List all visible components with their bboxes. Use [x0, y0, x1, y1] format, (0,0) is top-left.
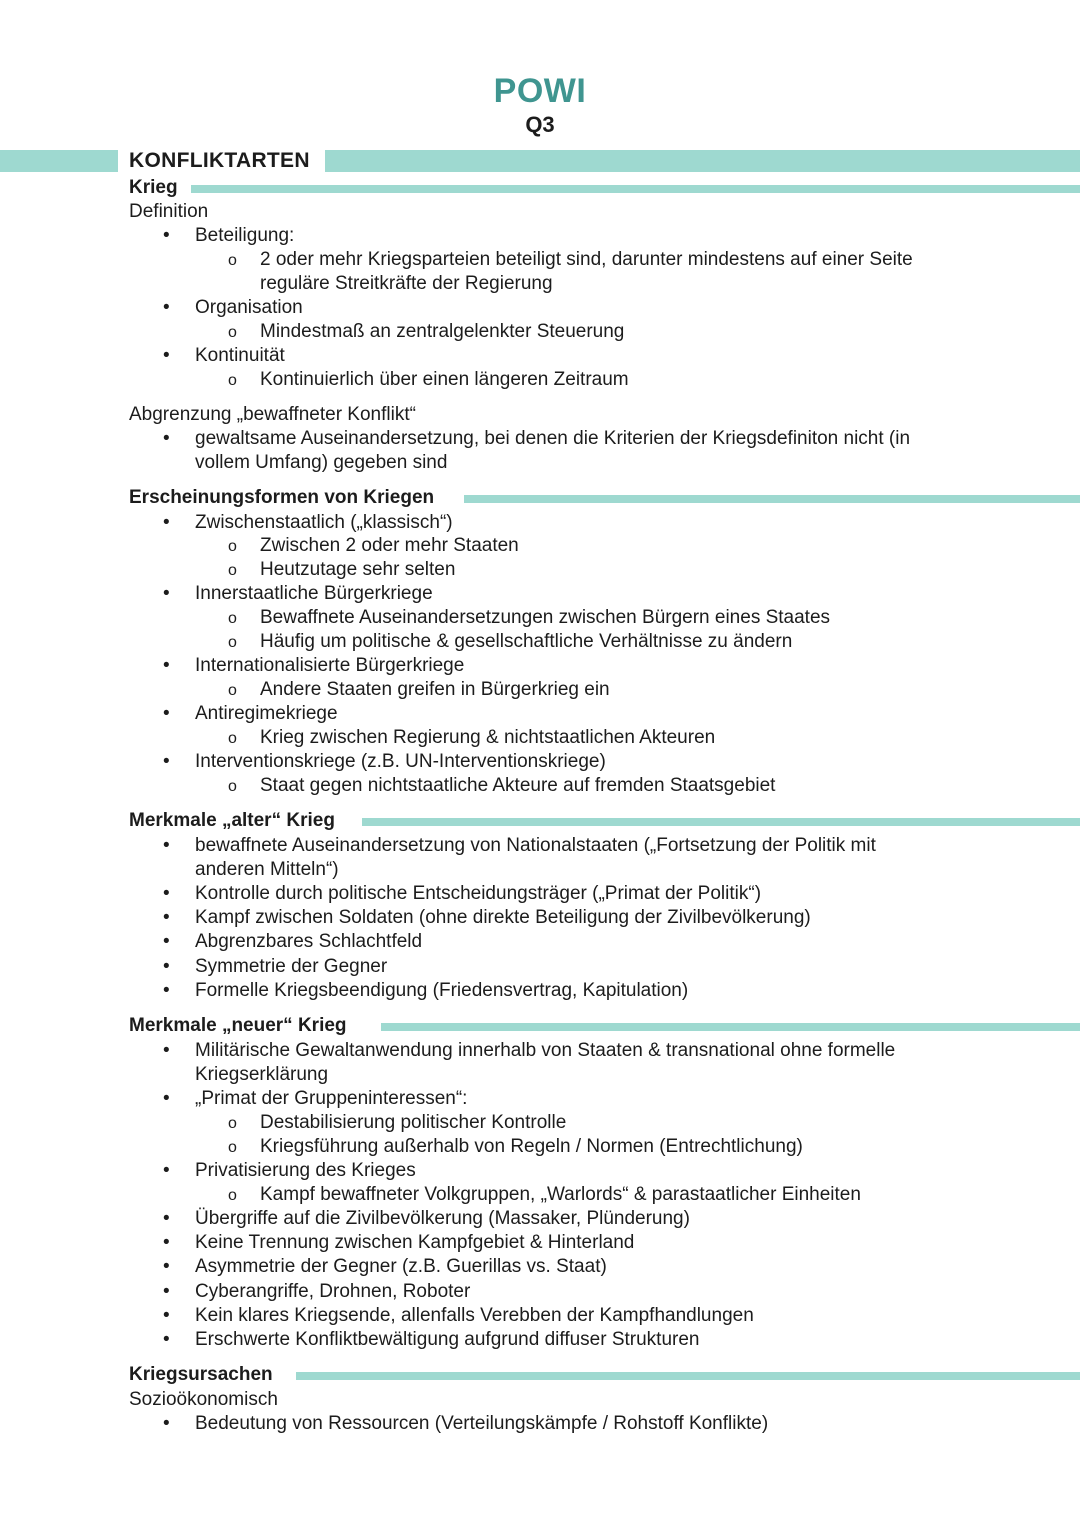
section-heading: Merkmale „neuer“ Krieg — [129, 1015, 347, 1036]
sub-list-item: o Zwischen 2 oder mehr Staaten — [260, 534, 519, 558]
definition-label: Definition — [129, 201, 209, 222]
section-alter-krieg — [0, 810, 1080, 834]
list-item: • bewaffnete Auseinandersetzung von Nationalstaaten („Fortsetzung der Politik mit — [195, 834, 876, 858]
section-krieg — [0, 177, 1080, 201]
list-item: • Kontinuität — [195, 344, 285, 368]
list-item: • Antiregimekriege — [195, 702, 338, 726]
list-item: • Abgrenzbares Schlachtfeld — [195, 930, 422, 954]
section-neuer-krieg — [0, 1015, 1080, 1039]
list-item: • Interventionskriege (z.B. UN-Interventionskriege) — [195, 750, 606, 774]
sub-list-item: o Krieg zwischen Regierung & nichtstaatlichen Akteuren — [260, 726, 715, 750]
list-item: • Symmetrie der Gegner — [195, 955, 387, 979]
list-item: • Übergriffe auf die Zivilbevölkerung (Massaker, Plünderung) — [195, 1207, 690, 1231]
list-item: • Militärische Gewaltanwendung innerhalb von Staaten & transnational ohne formelle — [195, 1039, 895, 1063]
list-item: • Internationalisierte Bürgerkriege — [195, 654, 464, 678]
sub-list-item: o Destabilisierung politischer Kontrolle — [260, 1111, 566, 1135]
section-divider — [296, 1372, 1080, 1380]
list-item: • Innerstaatliche Bürgerkriege — [195, 582, 433, 606]
list-item: • Kampf zwischen Soldaten (ohne direkte Beteiligung der Zivilbevölkerung) — [195, 906, 811, 930]
sub-list-item: o Staat gegen nichtstaatliche Akteure auf fremden Staatsgebiet — [260, 774, 775, 798]
list-item-continuation: vollem Umfang) gegeben sind — [195, 452, 448, 473]
section-heading: Merkmale „alter“ Krieg — [129, 810, 335, 831]
section-divider — [381, 1023, 1080, 1031]
list-item: • Kein klares Kriegsende, allenfalls Verebben der Kampfhandlungen — [195, 1304, 754, 1328]
sub-list-item: o Kriegsführung außerhalb von Regeln / Normen (Entrechtlichung) — [260, 1135, 803, 1159]
section-erscheinungsformen — [0, 487, 1080, 511]
section-divider — [191, 185, 1080, 193]
list-item-continuation: Kriegserklärung — [195, 1064, 329, 1085]
sub-list-item: o Kampf bewaffneter Volkgruppen, „Warlords“ & parastaatlicher Einheiten — [260, 1183, 861, 1207]
section-heading: Erscheinungsformen von Kriegen — [129, 487, 435, 508]
list-item: • Beteiligung: — [195, 224, 294, 248]
section-kriegsursachen — [0, 1364, 1080, 1388]
sub-list-item-continuation: reguläre Streitkräfte der Regierung — [260, 273, 553, 294]
sub-list-item: o Mindestmaß an zentralgelenkter Steuerung — [260, 320, 624, 344]
sub-list-item: o Häufig um politische & gesellschaftliche Verhältnisse zu ändern — [260, 630, 792, 654]
section-divider — [464, 495, 1080, 503]
section-divider — [362, 818, 1080, 826]
list-item-continuation: anderen Mitteln“) — [195, 859, 339, 880]
section-heading: Krieg — [129, 177, 178, 198]
list-item: • gewaltsame Auseinandersetzung, bei denen die Kriterien der Kriegsdefiniton nicht (in — [195, 427, 910, 451]
list-item: • Erschwerte Konfliktbewältigung aufgrund diffuser Strukturen — [195, 1328, 699, 1352]
list-item: • Formelle Kriegsbeendigung (Friedensvertrag, Kapitulation) — [195, 979, 688, 1003]
list-item: • „Primat der Gruppeninteressen“: — [195, 1087, 467, 1111]
sub-list-item: o Bewaffnete Auseinandersetzungen zwischen Bürgern eines Staates — [260, 606, 830, 630]
sub-list-item: o Kontinuierlich über einen längeren Zeitraum — [260, 368, 629, 392]
list-item: • Asymmetrie der Gegner (z.B. Guerillas vs. Staat) — [195, 1255, 607, 1279]
section-heading: Kriegsursachen — [129, 1364, 273, 1385]
list-item: • Zwischenstaatlich („klassisch“) — [195, 511, 453, 535]
sozio-label: Sozioökonomisch — [129, 1389, 278, 1410]
list-item: • Bedeutung von Ressourcen (Verteilungskämpfe / Rohstoff Konflikte) — [195, 1412, 768, 1436]
sub-list-item: o Andere Staaten greifen in Bürgerkrieg ein — [260, 678, 610, 702]
list-item: • Privatisierung des Krieges — [195, 1159, 416, 1183]
page-subtitle: Q3 — [525, 112, 555, 137]
sub-list-item: o 2 oder mehr Kriegsparteien beteiligt sind, darunter mindestens auf einer Seite — [260, 248, 913, 272]
main-heading: KONFLIKTARTEN — [129, 149, 310, 172]
list-item: • Keine Trennung zwischen Kampfgebiet & Hinterland — [195, 1231, 634, 1255]
abgrenzung-label: Abgrenzung „bewaffneter Konflikt“ — [129, 404, 416, 425]
list-item: • Organisation — [195, 296, 303, 320]
sub-list-item: o Heutzutage sehr selten — [260, 558, 455, 582]
page-title: POWI — [493, 72, 587, 110]
list-item: • Kontrolle durch politische Entscheidungsträger („Primat der Politik“) — [195, 882, 761, 906]
main-heading-bar-right — [325, 150, 1080, 172]
main-heading-bar-left — [0, 150, 118, 172]
list-item: • Cyberangriffe, Drohnen, Roboter — [195, 1280, 470, 1304]
